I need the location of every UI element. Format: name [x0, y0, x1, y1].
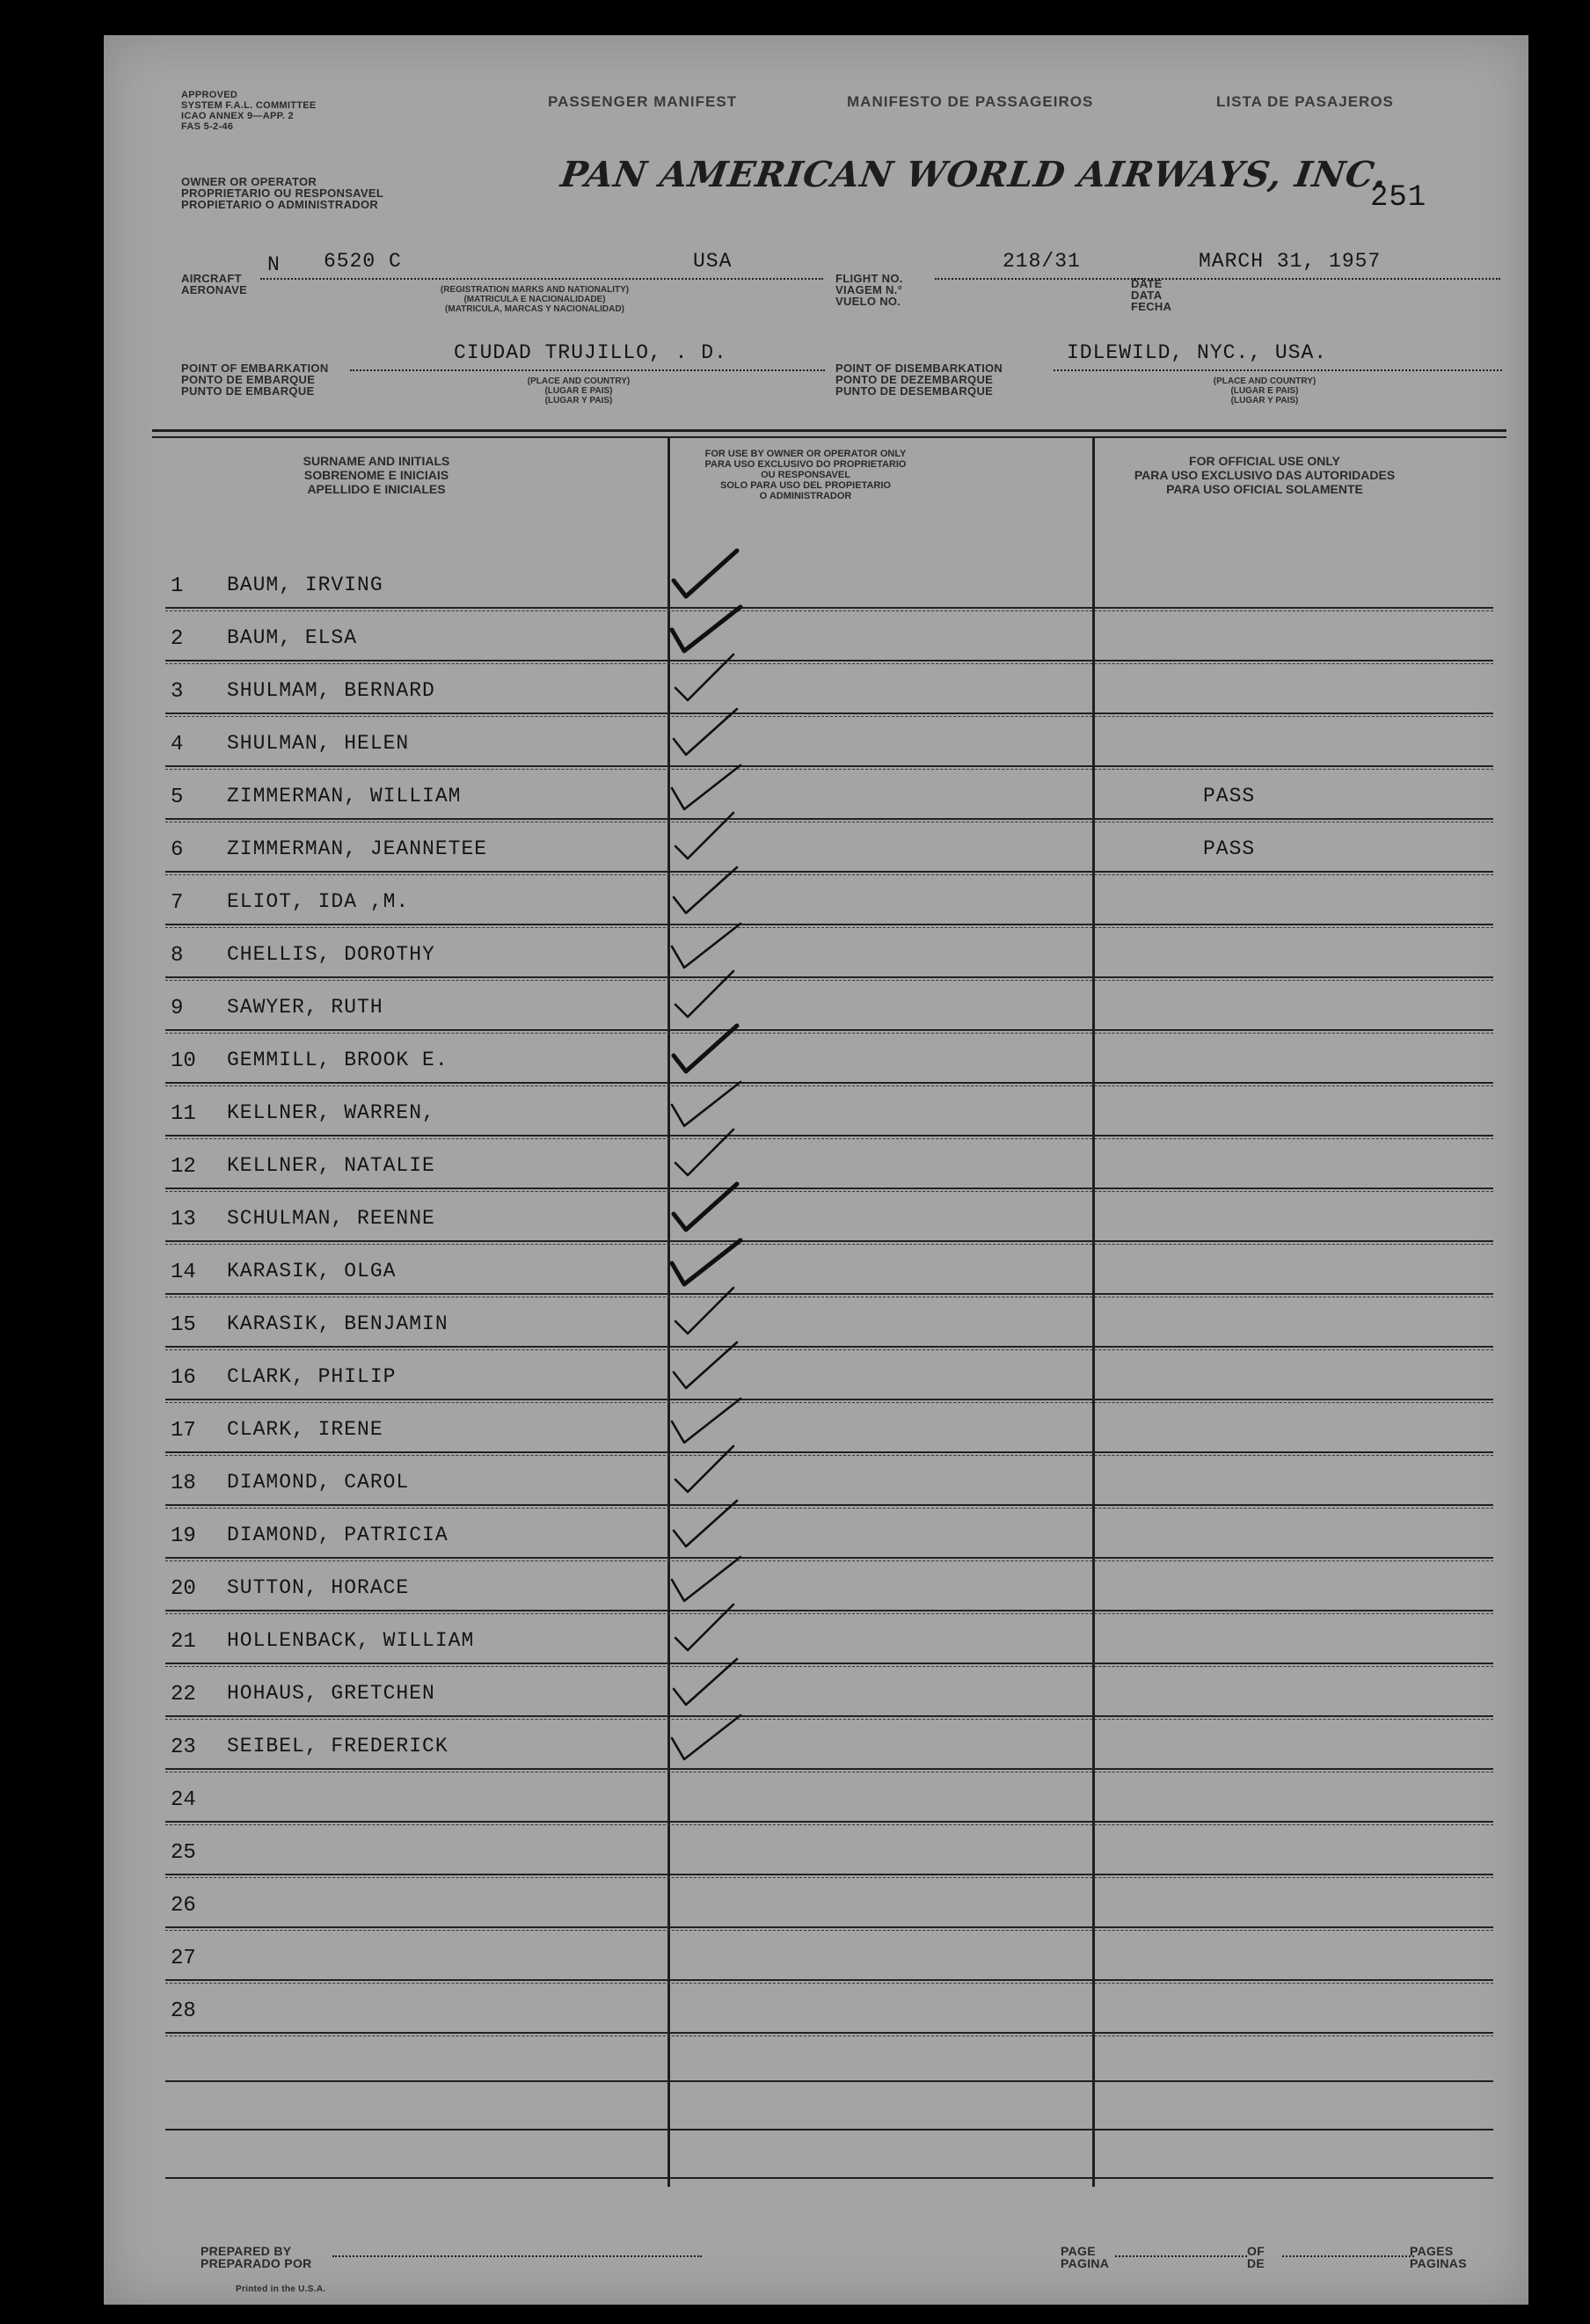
aircraft-label: AIRCRAFT AERONAVE — [181, 272, 248, 296]
checkmark-icon — [667, 704, 746, 764]
checkmark-icon — [667, 651, 746, 711]
passenger-number: 20 — [171, 1577, 196, 1601]
passenger-number: 22 — [171, 1683, 196, 1706]
passenger-name: CLARK, IRENE — [227, 1418, 383, 1441]
passenger-row — [104, 1611, 1528, 1664]
airline-name: PAN AMERICAN WORLD AIRWAYS, INC. — [558, 154, 1390, 195]
checkmark-icon — [667, 1654, 746, 1714]
disembarkation-label: POINT OF DISEMBARKATION PONTO DE DEZEMBARQUE PUNTO DE DESEMBARQUE — [835, 362, 1003, 398]
passenger-number: 6 — [171, 838, 184, 862]
passenger-name: BAUM, IRVING — [227, 574, 383, 596]
passenger-name: SEIBEL, FREDERICK — [227, 1735, 449, 1758]
passenger-row — [104, 1189, 1528, 1242]
passenger-name: SHULMAN, HELEN — [227, 732, 410, 755]
passenger-row — [104, 609, 1528, 661]
passenger-row — [104, 978, 1528, 1031]
header-surname-initials: SURNAME AND INITIALS SOBRENOME E INICIAIS APELLIDO E INICIALES — [303, 454, 450, 496]
passenger-number: 25 — [171, 1841, 196, 1865]
passenger-row — [104, 1242, 1528, 1295]
checkmark-icon — [667, 1073, 746, 1133]
passenger-name: DIAMOND, CAROL — [227, 1471, 410, 1494]
passenger-row — [104, 1295, 1528, 1348]
checkmark-icon — [667, 1126, 746, 1186]
passenger-number: 15 — [171, 1313, 196, 1337]
checkmark-icon — [667, 1548, 746, 1608]
passenger-row — [104, 1823, 1528, 1875]
passenger-number: 3 — [171, 680, 184, 704]
passenger-name: CLARK, PHILIP — [227, 1365, 397, 1388]
passenger-number: 24 — [171, 1788, 196, 1812]
passenger-name: SCHULMAN, REENNE — [227, 1207, 435, 1230]
passenger-number: 26 — [171, 1894, 196, 1918]
of-label: OF DE — [1247, 2244, 1265, 2270]
passenger-row — [104, 1664, 1528, 1717]
passenger-row — [104, 873, 1528, 925]
aircraft-registration: 6520 C — [324, 250, 402, 273]
prepared-by-label: PREPARED BY PREPARADO POR — [201, 2244, 312, 2270]
passenger-row — [104, 1400, 1528, 1453]
aircraft-caption: (REGISTRATION MARKS AND NATIONALITY) (MATRICULA E NACIONALIDADE) (MATRICULA, MARCAS Y NACIONALIDAD) — [440, 285, 630, 314]
passenger-number: 28 — [171, 1999, 196, 2023]
checkmark-icon — [667, 1231, 746, 1291]
embarkation-label: POINT OF EMBARKATION PONTO DE EMBARQUE PUNTO DE EMBARQUE — [181, 362, 329, 398]
passenger-name: KARASIK, OLGA — [227, 1260, 397, 1283]
passenger-number: 4 — [171, 733, 184, 756]
passenger-name: SAWYER, RUTH — [227, 996, 383, 1019]
passenger-name: KELLNER, WARREN, — [227, 1101, 435, 1124]
passenger-row — [104, 1559, 1528, 1611]
aircraft-prefix: N — [267, 253, 281, 276]
passenger-number: 2 — [171, 627, 184, 651]
passenger-number: 19 — [171, 1524, 196, 1548]
row-rule — [165, 2032, 1493, 2034]
passenger-number: 10 — [171, 1049, 196, 1073]
passenger-row — [104, 767, 1528, 820]
passenger-number: 1 — [171, 574, 184, 598]
embarkation-caption: (PLACE AND COUNTRY) (LUGAR E PAIS) (LUGAR Y PAIS) — [527, 376, 631, 406]
passenger-row — [104, 1136, 1528, 1189]
official-remark: PASS — [1203, 785, 1256, 808]
passenger-number: 13 — [171, 1208, 196, 1231]
passenger-name: HOHAUS, GRETCHEN — [227, 1682, 435, 1705]
passenger-name: ZIMMERMAN, WILLIAM — [227, 785, 462, 808]
passenger-number: 18 — [171, 1472, 196, 1495]
checkmark-icon — [667, 1284, 746, 1344]
passenger-row — [104, 1084, 1528, 1136]
passenger-name: SUTTON, HORACE — [227, 1576, 410, 1599]
passenger-number: 23 — [171, 1736, 196, 1759]
passenger-row — [104, 1981, 1528, 2034]
pages-label: PAGES PAGINAS — [1410, 2244, 1467, 2270]
passenger-row — [104, 1453, 1528, 1506]
passenger-name: ELIOT, IDA ,M. — [227, 890, 410, 913]
manifest-page — [104, 35, 1528, 2305]
aircraft-nationality: USA — [693, 250, 733, 273]
passenger-name: CHELLIS, DOROTHY — [227, 943, 435, 966]
approval-note: APPROVED SYSTEM F.A.L. COMMITTEE ICAO ANNEX 9—APP. 2 FAS 5-2-46 — [181, 90, 317, 132]
passenger-row — [104, 1506, 1528, 1559]
passenger-row — [104, 661, 1528, 714]
page-number-stamp: 251 — [1370, 181, 1427, 215]
checkmark-icon — [667, 1337, 746, 1397]
checkmark-icon — [667, 862, 746, 922]
owner-operator-label: OWNER OR OPERATOR PROPRIETARIO OU RESPONSAVEL PROPIETARIO O ADMINISTRADOR — [181, 175, 384, 211]
checkmark-icon — [667, 545, 746, 605]
page-label: PAGE PAGINA — [1061, 2244, 1110, 2270]
passenger-name: BAUM, ELSA — [227, 626, 358, 649]
passenger-number: 9 — [171, 997, 184, 1020]
passenger-row — [104, 1928, 1528, 1981]
flight-number: 218/31 — [1003, 250, 1081, 273]
checkmark-icon — [667, 598, 746, 658]
passenger-row — [104, 925, 1528, 978]
header-official-use: FOR OFFICIAL USE ONLY PARA USO EXCLUSIVO DAS AUTORIDADES PARA USO OFICIAL SOLAMENTE — [1134, 454, 1396, 496]
passenger-number: 7 — [171, 891, 184, 915]
passenger-number: 14 — [171, 1261, 196, 1284]
passenger-number: 27 — [171, 1947, 196, 1970]
checkmark-icon — [667, 1443, 746, 1502]
flight-date: MARCH 31, 1957 — [1199, 250, 1382, 273]
official-remark: PASS — [1203, 837, 1256, 860]
checkmark-icon — [667, 1390, 746, 1450]
passenger-number: 11 — [171, 1102, 196, 1126]
checkmark-icon — [667, 915, 746, 975]
passenger-number: 8 — [171, 944, 184, 968]
passenger-number: 21 — [171, 1630, 196, 1654]
row-rule-dotted — [165, 2035, 1493, 2036]
passenger-number: 17 — [171, 1419, 196, 1443]
passenger-row — [104, 1031, 1528, 1084]
passenger-row — [104, 1770, 1528, 1823]
embarkation-value: CIUDAD TRUJILLO, . D. — [454, 341, 727, 364]
passenger-name: DIAMOND, PATRICIA — [227, 1524, 449, 1546]
title-pt: MANIFESTO DE PASSAGEIROS — [847, 93, 1094, 110]
passenger-number: 5 — [171, 786, 184, 809]
passenger-name: SHULMAM, BERNARD — [227, 679, 435, 702]
checkmark-icon — [667, 809, 746, 869]
checkmark-icon — [667, 1495, 746, 1555]
checkmark-icon — [667, 1179, 746, 1239]
passenger-name: GEMMILL, BROOK E. — [227, 1049, 449, 1071]
passenger-name: KELLNER, NATALIE — [227, 1154, 435, 1177]
passenger-row — [104, 714, 1528, 767]
title-es: LISTA DE PASAJEROS — [1216, 93, 1394, 110]
checkmark-icon — [667, 1706, 746, 1766]
checkmark-icon — [667, 1020, 746, 1080]
disembarkation-caption: (PLACE AND COUNTRY) (LUGAR E PAIS) (LUGAR Y PAIS) — [1213, 376, 1316, 406]
passenger-name: KARASIK, BENJAMIN — [227, 1312, 449, 1335]
checkmark-icon — [667, 756, 746, 816]
passenger-row — [104, 556, 1528, 609]
passenger-row — [104, 1875, 1528, 1928]
passenger-name: HOLLENBACK, WILLIAM — [227, 1629, 475, 1652]
printed-note: Printed in the U.S.A. — [236, 2284, 326, 2294]
flight-label: FLIGHT NO. VIAGEM N.° VUELO NO. — [835, 272, 903, 308]
title-en: PASSENGER MANIFEST — [548, 93, 738, 110]
passenger-number: 12 — [171, 1155, 196, 1179]
disembarkation-value: IDLEWILD, NYC., USA. — [1067, 341, 1328, 364]
header-operator-use: FOR USE BY OWNER OR OPERATOR ONLY PARA USO EXCLUSIVO DO PROPRIETARIO OU RESPONSAVEL SOLO PARA USO DEL PROPIETARIO O ADMINISTRADOR — [704, 449, 907, 501]
passenger-row — [104, 1717, 1528, 1770]
checkmark-icon — [667, 1601, 746, 1661]
passenger-row — [104, 820, 1528, 873]
checkmark-icon — [667, 968, 746, 1027]
date-label: DATE DATA FECHA — [1131, 277, 1172, 313]
passenger-name: ZIMMERMAN, JEANNETEE — [227, 837, 488, 860]
passenger-row — [104, 1348, 1528, 1400]
passenger-number: 16 — [171, 1366, 196, 1390]
